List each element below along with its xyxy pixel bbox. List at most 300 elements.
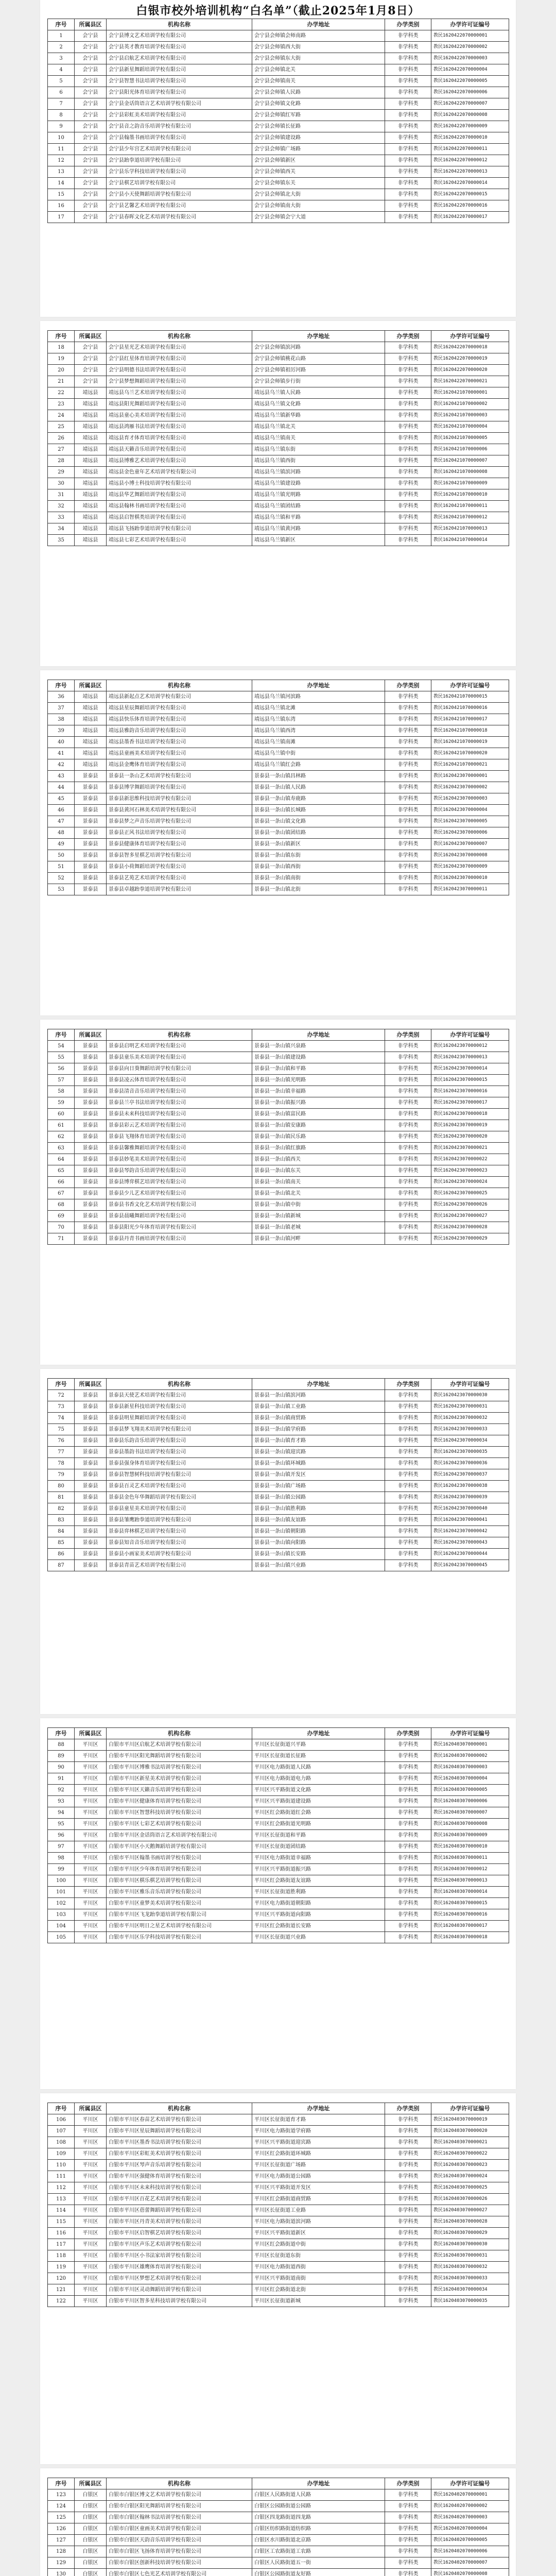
cell-license: 教民1620423070000009 (431, 861, 509, 873)
table-row (48, 793, 509, 805)
cell-license: 教民1620423070000034 (431, 1435, 509, 1447)
cell-license: 教民1620423070000011 (431, 884, 509, 895)
cell-no: 40 (48, 737, 75, 748)
cell-license: 教民1620403070000035 (431, 2296, 509, 2307)
cell-license: 教民1620423070000028 (431, 1222, 509, 1233)
cell-district: 景泰县 (75, 1097, 107, 1109)
cell-address: 景泰县一条山镇迎宾路 (252, 1447, 385, 1458)
cell-license: 教民1620421070000019 (431, 737, 509, 748)
cell-no: 94 (48, 1807, 75, 1819)
table-row (48, 759, 509, 771)
cell-subject: 非学科类 (385, 1796, 431, 1807)
table-row (48, 410, 509, 421)
table-row (48, 1762, 509, 1773)
cell-address: 平川区红会路街道北街 (252, 2284, 385, 2296)
cell-license: 教民1620421070000021 (431, 759, 509, 771)
cell-license: 教民1620403070000034 (431, 2284, 509, 2296)
cell-address: 景泰县一条山镇西街 (252, 861, 385, 873)
table-row (48, 1560, 509, 1571)
cell-name: 靖远县金色童年艺术培训学校有限公司 (107, 467, 252, 478)
cell-name: 靖远县翰林书画培训学校有限公司 (107, 501, 252, 512)
table-row (48, 1739, 509, 1751)
table-row (48, 1785, 509, 1796)
cell-no: 67 (48, 1188, 75, 1199)
cell-district: 平川区 (75, 1796, 107, 1807)
cell-name: 会宁县梦想舞蹈培训学校有限公司 (107, 376, 252, 387)
cell-no: 57 (48, 1075, 75, 1086)
cell-name: 景泰县卓越跆拳道培训学校有限公司 (107, 884, 252, 895)
cell-district: 景泰县 (75, 1401, 107, 1413)
cell-license: 教民1620423070000017 (431, 1097, 509, 1109)
cell-name: 景泰县艺苑艺术培训学校有限公司 (107, 873, 252, 884)
cell-address: 景泰县一条山镇胜利路 (252, 1503, 385, 1515)
cell-subject: 非学科类 (385, 2148, 431, 2160)
cell-name: 靖远县阳光舞蹈培训学校有限公司 (107, 399, 252, 410)
table-row (48, 1222, 509, 1233)
cell-name: 白银市平川区翰墨书画培训学校有限公司 (107, 1853, 252, 1864)
cell-no: 43 (48, 771, 75, 782)
cell-address: 景泰县一条山镇安康路 (252, 1120, 385, 1131)
cell-address: 平川区红会路街道长安路 (252, 1921, 385, 1932)
cell-no: 48 (48, 827, 75, 839)
cell-address: 景泰县一条山镇新区 (252, 839, 385, 850)
cell-no: 82 (48, 1503, 75, 1515)
table-row (48, 2557, 509, 2569)
cell-license: 教民1620421070000002 (431, 399, 509, 410)
cell-district: 靖远县 (75, 748, 107, 759)
document-sheet (40, 1718, 516, 2089)
table-row (48, 782, 509, 793)
cell-address: 平川区长征街道兴平路 (252, 1739, 385, 1751)
cell-no: 115 (48, 2216, 75, 2228)
table-row (48, 2228, 509, 2239)
table-row (48, 1932, 509, 1943)
cell-license: 教民1620423070000016 (431, 1086, 509, 1097)
cell-name: 靖远县天籁音乐培训学校有限公司 (107, 444, 252, 455)
cell-license: 教民1620403070000025 (431, 2182, 509, 2194)
cell-name: 景泰县博弈棋艺培训学校有限公司 (107, 1177, 252, 1188)
cell-no: 99 (48, 1864, 75, 1875)
cell-address: 景泰县一条山镇富民路 (252, 1109, 385, 1120)
cell-license: 教民1620423070000044 (431, 1549, 509, 1560)
cell-address: 平川区电力路街道电力路 (252, 1773, 385, 1785)
cell-address: 靖远县乌兰镇人民路 (252, 387, 385, 399)
table-row (48, 2569, 509, 2576)
whitelist-table (47, 2103, 509, 2307)
cell-license: 教民1620402070000003 (431, 2512, 509, 2523)
cell-address: 会宁县会师镇东关 (252, 178, 385, 189)
cell-district: 靖远县 (75, 467, 107, 478)
cell-district: 景泰县 (75, 1390, 107, 1401)
cell-address: 景泰县一条山镇东关 (252, 1165, 385, 1177)
cell-district: 靖远县 (75, 501, 107, 512)
cell-license: 教民1620423070000038 (431, 1481, 509, 1492)
table-row (48, 512, 509, 523)
cell-address: 会宁县会师镇会宁大道 (252, 212, 385, 223)
cell-no: 38 (48, 714, 75, 725)
cell-license: 教民1620423070000003 (431, 793, 509, 805)
table-row (48, 387, 509, 399)
column-header-license: 办学许可证编号 (431, 2103, 509, 2114)
cell-district: 靖远县 (75, 399, 107, 410)
cell-no: 50 (48, 850, 75, 861)
cell-license: 教民1620423070000025 (431, 1188, 509, 1199)
cell-subject: 非学科类 (385, 212, 431, 223)
column-header-name: 机构名称 (107, 1029, 252, 1041)
cell-district: 景泰县 (75, 1120, 107, 1131)
cell-subject: 非学科类 (385, 1830, 431, 1841)
cell-address: 景泰县一条山镇向阳路 (252, 1537, 385, 1549)
cell-name: 景泰县雏鹰跆拳道培训学校有限公司 (107, 1515, 252, 1526)
cell-name: 会宁县金话筒语言艺术培训学校有限公司 (107, 98, 252, 110)
cell-district: 平川区 (75, 1785, 107, 1796)
cell-district: 会宁县 (75, 30, 107, 42)
cell-name: 靖远县飞扬跆拳道培训学校有限公司 (107, 523, 252, 535)
cell-district: 会宁县 (75, 200, 107, 212)
cell-address: 白银区人民路街道人民路 (252, 2489, 385, 2501)
table-row (48, 353, 509, 365)
table-row (48, 467, 509, 478)
cell-address: 会宁县会师镇南关 (252, 76, 385, 87)
table-row (48, 212, 509, 223)
cell-address: 平川区电力路街道公园路 (252, 2171, 385, 2182)
table-row (48, 2239, 509, 2250)
cell-license: 教民1620422070000020 (431, 365, 509, 376)
cell-name: 白银市平川区声乐艺术培训学校有限公司 (107, 2239, 252, 2250)
cell-no: 122 (48, 2296, 75, 2307)
cell-address: 平川区长征街道新城 (252, 2296, 385, 2307)
cell-no: 102 (48, 1898, 75, 1909)
cell-address: 靖远县乌兰镇西街 (252, 455, 385, 467)
cell-subject: 非学科类 (385, 98, 431, 110)
cell-name: 白银市平川区丹青美术培训学校有限公司 (107, 2216, 252, 2228)
column-header-license: 办学许可证编号 (431, 2478, 509, 2489)
document-sheet (40, 1369, 516, 1714)
table-row (48, 1075, 509, 1086)
cell-name: 景泰县晨曦舞蹈培训学校有限公司 (107, 1211, 252, 1222)
cell-license: 教民1620423070000005 (431, 816, 509, 827)
cell-address: 白银区四龙路街道四龙路 (252, 2512, 385, 2523)
cell-address: 会宁县会师镇文化路 (252, 98, 385, 110)
cell-subject: 非学科类 (385, 839, 431, 850)
column-header-subject: 办学类别 (385, 19, 431, 30)
cell-license: 教民1620423070000001 (431, 771, 509, 782)
cell-name: 会宁县少年宫艺术培训学校有限公司 (107, 144, 252, 155)
cell-district: 会宁县 (75, 144, 107, 155)
table-row (48, 691, 509, 703)
cell-no: 95 (48, 1819, 75, 1830)
cell-district: 景泰县 (75, 1177, 107, 1188)
cell-no: 66 (48, 1177, 75, 1188)
cell-license: 教民1620423070000029 (431, 1233, 509, 1245)
column-header-subject: 办学类别 (385, 1728, 431, 1739)
cell-no: 87 (48, 1560, 75, 1571)
cell-no: 117 (48, 2239, 75, 2250)
table-row (48, 2194, 509, 2205)
cell-address: 平川区长征街道长征路 (252, 1751, 385, 1762)
table-row (48, 1830, 509, 1841)
cell-subject: 非学科类 (385, 1853, 431, 1864)
cell-address: 平川区电力路街道滨河路 (252, 2216, 385, 2228)
document-sheet (40, 321, 516, 666)
cell-name: 景泰县阳光少年体育培训学校有限公司 (107, 1222, 252, 1233)
table-row (48, 1526, 509, 1537)
cell-no: 114 (48, 2205, 75, 2216)
cell-address: 平川区兴平路街道向阳路 (252, 1909, 385, 1921)
cell-no: 1 (48, 30, 75, 42)
cell-no: 16 (48, 200, 75, 212)
cell-subject: 非学科类 (385, 2250, 431, 2262)
cell-no: 103 (48, 1909, 75, 1921)
table-row (48, 166, 509, 178)
cell-license: 教民1620402070000008 (431, 2569, 509, 2576)
column-header-subject: 办学类别 (385, 680, 431, 691)
cell-address: 景泰县一条山镇育才路 (252, 1435, 385, 1447)
cell-no: 6 (48, 87, 75, 98)
whitelist-table (47, 1378, 509, 1571)
cell-subject: 非学科类 (385, 467, 431, 478)
cell-subject: 非学科类 (385, 1458, 431, 1469)
table-row (48, 98, 509, 110)
cell-no: 30 (48, 478, 75, 489)
cell-subject: 非学科类 (385, 1898, 431, 1909)
cell-subject: 非学科类 (385, 144, 431, 155)
cell-name: 会宁县英才教育培训学校有限公司 (107, 42, 252, 53)
cell-subject: 非学科类 (385, 2114, 431, 2126)
column-header-no: 序号 (48, 331, 75, 342)
cell-district: 平川区 (75, 1853, 107, 1864)
cell-district: 平川区 (75, 2160, 107, 2171)
column-header-address: 办学地址 (252, 1379, 385, 1390)
cell-no: 47 (48, 816, 75, 827)
cell-no: 54 (48, 1041, 75, 1052)
cell-license: 教民1620422070000001 (431, 30, 509, 42)
cell-district: 会宁县 (75, 178, 107, 189)
cell-address: 会宁县会师镇西大街 (252, 42, 385, 53)
cell-subject: 非学科类 (385, 827, 431, 839)
table-row (48, 535, 509, 546)
table-row (48, 121, 509, 132)
cell-no: 71 (48, 1233, 75, 1245)
cell-no: 27 (48, 444, 75, 455)
cell-district: 平川区 (75, 2228, 107, 2239)
cell-district: 景泰县 (75, 1413, 107, 1424)
table-row (48, 421, 509, 433)
cell-name: 景泰县少儿艺术培训学校有限公司 (107, 1188, 252, 1199)
cell-license: 教民1620423070000019 (431, 1120, 509, 1131)
cell-no: 125 (48, 2512, 75, 2523)
column-header-license: 办学许可证编号 (431, 1029, 509, 1041)
cell-license: 教民1620422070000002 (431, 42, 509, 53)
cell-address: 景泰县一条山镇朝阳路 (252, 1526, 385, 1537)
cell-address: 景泰县一条山镇公园路 (252, 1492, 385, 1503)
cell-district: 白银区 (75, 2569, 107, 2576)
table-row (48, 2284, 509, 2296)
table-row (48, 1401, 509, 1413)
cell-district: 平川区 (75, 2262, 107, 2273)
cell-no: 121 (48, 2284, 75, 2296)
cell-district: 景泰县 (75, 1154, 107, 1165)
cell-subject: 非学科类 (385, 87, 431, 98)
table-row (48, 1503, 509, 1515)
cell-license: 教民1620423070000037 (431, 1469, 509, 1481)
cell-license: 教民1620423070000023 (431, 1165, 509, 1177)
cell-district: 景泰县 (75, 1447, 107, 1458)
cell-district: 景泰县 (75, 1469, 107, 1481)
cell-district: 景泰县 (75, 1458, 107, 1469)
cell-address: 景泰县一条山镇昌林路 (252, 771, 385, 782)
cell-district: 靖远县 (75, 444, 107, 455)
cell-no: 44 (48, 782, 75, 793)
cell-district: 景泰县 (75, 1481, 107, 1492)
cell-subject: 非学科类 (385, 1041, 431, 1052)
cell-address: 靖远县乌兰镇红会路 (252, 759, 385, 771)
cell-address: 会宁县会师镇建设路 (252, 132, 385, 144)
cell-address: 靖远县乌兰镇和平路 (252, 512, 385, 523)
cell-subject: 非学科类 (385, 2273, 431, 2284)
cell-subject: 非学科类 (385, 2262, 431, 2273)
cell-subject: 非学科类 (385, 725, 431, 737)
cell-no: 37 (48, 703, 75, 714)
cell-no: 41 (48, 748, 75, 759)
cell-name: 会宁县艺馨艺术培训学校有限公司 (107, 200, 252, 212)
cell-no: 105 (48, 1932, 75, 1943)
cell-district: 会宁县 (75, 376, 107, 387)
cell-no: 120 (48, 2273, 75, 2284)
cell-no: 33 (48, 512, 75, 523)
cell-subject: 非学科类 (385, 2284, 431, 2296)
column-header-district: 所属县区 (75, 2478, 107, 2489)
table-row (48, 478, 509, 489)
cell-subject: 非学科类 (385, 365, 431, 376)
cell-name: 白银市平川区飞龙跆拳道培训学校有限公司 (107, 1909, 252, 1921)
column-header-address: 办学地址 (252, 2478, 385, 2489)
cell-address: 景泰县一条山镇振兴路 (252, 1097, 385, 1109)
cell-address: 景泰县一条山镇南街 (252, 873, 385, 884)
table-row (48, 1807, 509, 1819)
table-row (48, 1390, 509, 1401)
cell-name: 白银市平川区启智棋艺培训学校有限公司 (107, 2228, 252, 2239)
cell-name: 会宁县启航艺术培训学校有限公司 (107, 53, 252, 64)
cell-subject: 非学科类 (385, 748, 431, 759)
cell-license: 教民1620422070000016 (431, 200, 509, 212)
table-row (48, 2216, 509, 2228)
column-header-district: 所属县区 (75, 680, 107, 691)
cell-subject: 非学科类 (385, 1481, 431, 1492)
cell-subject: 非学科类 (385, 759, 431, 771)
cell-district: 景泰县 (75, 1515, 107, 1526)
column-header-address: 办学地址 (252, 2103, 385, 2114)
cell-name: 景泰县凌云体育培训学校有限公司 (107, 1075, 252, 1086)
cell-no: 88 (48, 1739, 75, 1751)
cell-address: 景泰县一条山镇中街 (252, 1199, 385, 1211)
table-row (48, 816, 509, 827)
cell-subject: 非学科类 (385, 342, 431, 353)
cell-address: 会宁县会师镇桃花山路 (252, 353, 385, 365)
cell-address: 景泰县一条山镇滨河路 (252, 1390, 385, 1401)
cell-name: 白银市白银区博文艺术培训学校有限公司 (107, 2489, 252, 2501)
cell-address: 景泰县一条山镇长安路 (252, 1549, 385, 1560)
cell-subject: 非学科类 (385, 2535, 431, 2546)
cell-no: 8 (48, 110, 75, 121)
cell-no: 113 (48, 2194, 75, 2205)
cell-license: 教民1620421070000004 (431, 421, 509, 433)
cell-district: 靖远县 (75, 691, 107, 703)
cell-address: 景泰县一条山镇东街 (252, 850, 385, 861)
cell-district: 景泰县 (75, 782, 107, 793)
cell-name: 景泰县小画家美术培训学校有限公司 (107, 1549, 252, 1560)
cell-subject: 非学科类 (385, 2512, 431, 2523)
cell-subject: 非学科类 (385, 1751, 431, 1762)
column-header-district: 所属县区 (75, 1379, 107, 1390)
column-header-no: 序号 (48, 1379, 75, 1390)
cell-district: 景泰县 (75, 1063, 107, 1075)
cell-address: 靖远县乌兰镇东湾 (252, 714, 385, 725)
cell-district: 景泰县 (75, 1549, 107, 1560)
cell-subject: 非学科类 (385, 387, 431, 399)
column-header-name: 机构名称 (107, 1379, 252, 1390)
table-header-row (48, 1728, 509, 1739)
cell-address: 景泰县一条山镇新城 (252, 1211, 385, 1222)
cell-name: 靖远县育才体育培训学校有限公司 (107, 433, 252, 444)
cell-name: 靖远县华艺舞蹈培训学校有限公司 (107, 489, 252, 501)
cell-subject: 非学科类 (385, 2160, 431, 2171)
cell-district: 景泰县 (75, 1211, 107, 1222)
cell-name: 白银市白银区飞扬体育培训学校有限公司 (107, 2546, 252, 2557)
cell-district: 平川区 (75, 2239, 107, 2250)
cell-address: 靖远县乌兰镇南滩 (252, 737, 385, 748)
cell-license: 教民1620403070000023 (431, 2160, 509, 2171)
cell-subject: 非学科类 (385, 1773, 431, 1785)
cell-subject: 非学科类 (385, 1086, 431, 1097)
table-row (48, 376, 509, 387)
cell-subject: 非学科类 (385, 771, 431, 782)
cell-district: 靖远县 (75, 759, 107, 771)
cell-subject: 非学科类 (385, 884, 431, 895)
cell-subject: 非学科类 (385, 433, 431, 444)
cell-district: 会宁县 (75, 98, 107, 110)
cell-address: 景泰县一条山镇文化路 (252, 816, 385, 827)
cell-address: 会宁县会师镇广场路 (252, 144, 385, 155)
cell-name: 靖远县乌兰艺术培训学校有限公司 (107, 387, 252, 399)
cell-name: 景泰县智多星棋艺培训学校有限公司 (107, 850, 252, 861)
cell-no: 78 (48, 1458, 75, 1469)
cell-no: 80 (48, 1481, 75, 1492)
cell-no: 101 (48, 1887, 75, 1898)
table-row (48, 1481, 509, 1492)
cell-district: 平川区 (75, 1807, 107, 1819)
cell-subject: 非学科类 (385, 1739, 431, 1751)
cell-district: 平川区 (75, 2114, 107, 2126)
column-header-license: 办学许可证编号 (431, 19, 509, 30)
cell-license: 教民1620403070000015 (431, 1898, 509, 1909)
cell-district: 会宁县 (75, 110, 107, 121)
cell-subject: 非学科类 (385, 1932, 431, 1943)
cell-district: 会宁县 (75, 166, 107, 178)
table-row (48, 1097, 509, 1109)
table-row (48, 1120, 509, 1131)
cell-license: 教民1620403070000032 (431, 2262, 509, 2273)
table-row (48, 1864, 509, 1875)
cell-license: 教民1620421070000008 (431, 467, 509, 478)
table-row (48, 1751, 509, 1762)
cell-no: 129 (48, 2557, 75, 2569)
cell-no: 83 (48, 1515, 75, 1526)
cell-license: 教民1620423070000040 (431, 1503, 509, 1515)
table-header-row (48, 680, 509, 691)
cell-name: 白银市平川区启航艺术培训学校有限公司 (107, 1739, 252, 1751)
cell-address: 景泰县一条山镇河畔 (252, 1233, 385, 1245)
